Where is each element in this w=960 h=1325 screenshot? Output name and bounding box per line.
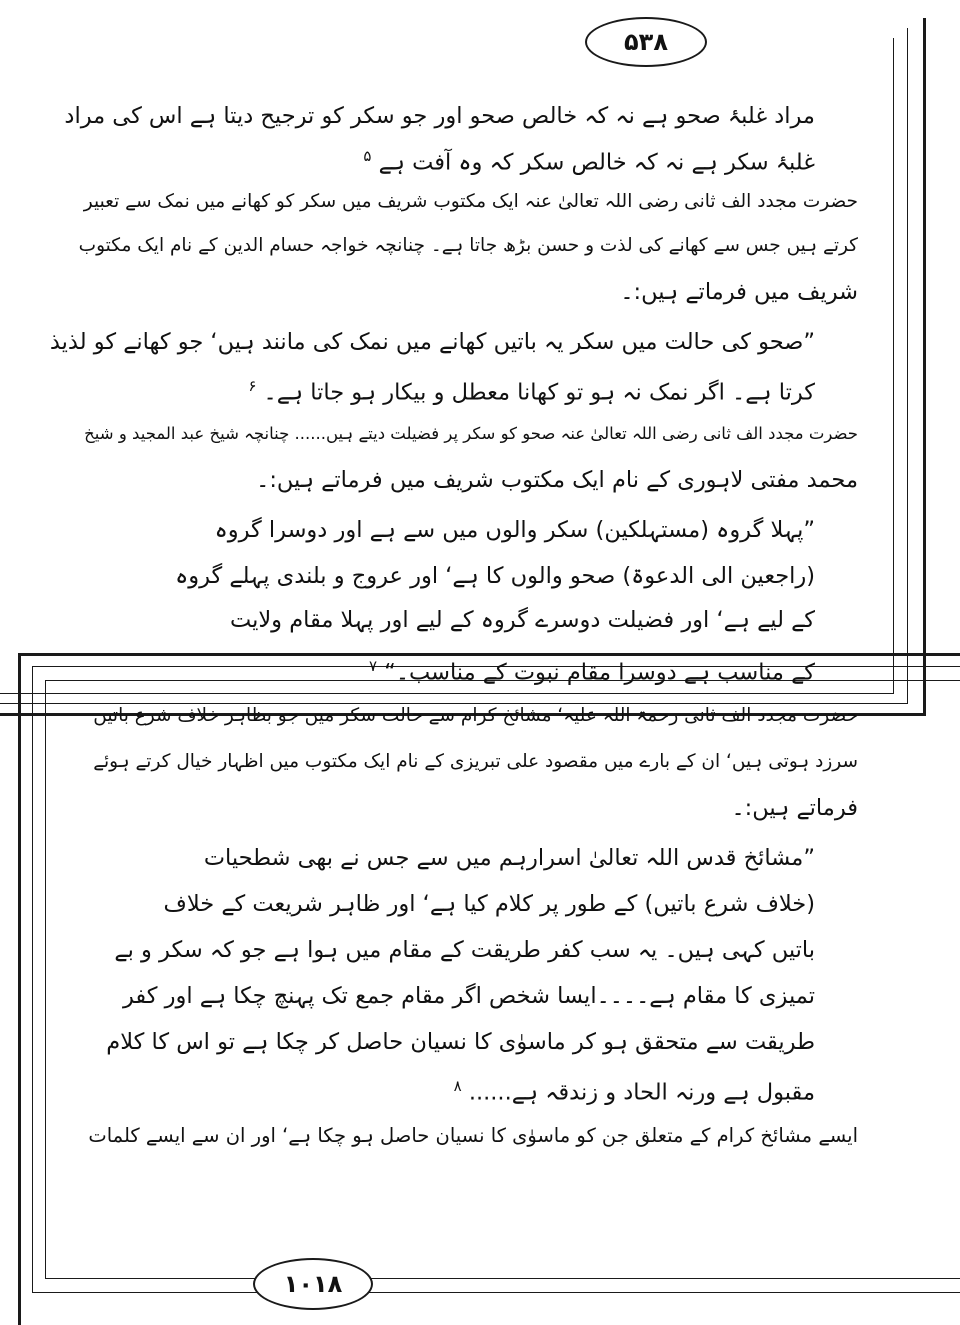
text-line: ایسے مشائخ کرام کے متعلق جن کو ماسوٰی کا نسیان حاصل ہو چکا ہے‘ اور ان سے ایسے کلمات [88, 1124, 858, 1147]
text-line: سرزد ہوتی ہیں‘ ان کے بارے میں مقصود علی تبریزی کے نام ایک مکتوب میں اظہار خیال کرتے ہوئے [93, 751, 858, 772]
text-line: فرماتے ہیں:۔ [731, 795, 858, 821]
text-line [248, 366, 815, 406]
text-line: (راجعین الی الدعوۃ) صحو والوں کا ہے‘ اور عروج و بلندی پہلے گروہ [175, 563, 815, 589]
text-line: ”صحو کی حالت میں سکر یہ باتیں کھانے میں نمک کی مانند ہیں‘ جو کھانے کو لذیذ [49, 329, 815, 355]
text-line: باتیں کہی ہیں۔ یہ سب کفر طریقت کے مقام میں ہوا ہے جو کہ سکر و بے [114, 937, 815, 963]
text-line: مراد غلبۂ صحو ہے نہ کہ خالص صحو اور جو سکر کو ترجیح دیتا ہے اس کی مراد [64, 103, 815, 129]
text-line: حضرت مجدد الف ثانی رضی اللہ تعالیٰ عنہ صحو کو سکر پر فضیلت دیتے ہیں...... چنانچہ شیخ عبد المجید و شیخ [84, 424, 858, 443]
footnote-marker: ۶ [248, 377, 257, 395]
text-line: شریف میں فرماتے ہیں:۔ [620, 279, 858, 305]
footnote-marker: ۸ [453, 1077, 462, 1095]
text-line-content: کرتا ہے۔ اگر نمک نہ ہو تو کھانا معطل و بیکار ہو جاتا ہے۔ [263, 379, 815, 406]
text-line: (خلاف شرع باتیں) کے طور پر کلام کیا ہے‘ اور ظاہر شریعت کے خلاف [163, 891, 815, 917]
text-line: طریقت سے متحقق ہو کر ماسوٰی کا نسیان حاصل کر چکا ہے تو اس کا کلام [106, 1029, 815, 1055]
text-line: حضرت مجدد الف ثانی رضی اللہ تعالیٰ عنہ ایک مکتوب شریف میں سکر کو کھانے میں نمک سے تعبیر [83, 191, 858, 212]
text-line: کے لیے ہے‘ اور فضیلت دوسرے گروہ کے لیے اور پہلا مقام ولایت [229, 607, 815, 633]
text-line-content: مقبول ہے ورنہ الحاد و زندقہ ہے...... [468, 1079, 815, 1106]
text-line: ”پہلا گروہ (مستہلکین) سکر والوں میں سے ہے اور دوسرا گروہ [214, 517, 815, 543]
text-line-content: کے مناسب ہے دوسرا مقام نبوت کے مناسب۔“ [384, 659, 815, 686]
text-line: حضرت مجدد الف ثانی رحمۃ اللہ علیہ‘ مشائخ کرام سے حالت سکر میں جو بظاہر خلاف شرع باتیں [93, 705, 858, 726]
text-line-content: غلبۂ سکر ہے نہ کہ خالص سکر کہ وہ آفت ہے [378, 149, 815, 176]
page-number-top: ۵۳۸ [585, 17, 707, 67]
text-line: محمد مفتی لاہوری کے نام ایک مکتوب شریف میں فرماتے ہیں:۔ [256, 467, 858, 493]
text-line [454, 1066, 815, 1106]
text-line [363, 136, 815, 176]
text-line: ”مشائخ قدس اللہ تعالیٰ اسرارہم میں سے جس نے بھی شطحیات [203, 845, 815, 871]
text-line: تمیزی کا مقام ہے۔۔۔۔ایسا شخص اگر مقام جمع تک پہنچ چکا ہے اور کفر [122, 983, 815, 1009]
text-line [369, 646, 815, 686]
footnote-marker: ۵ [363, 147, 372, 165]
footnote-marker: ۷ [368, 657, 377, 675]
page-number-bottom: ۱۰۱۸ [253, 1258, 373, 1310]
text-line: کرتے ہیں جس سے کھانے کی لذت و حسن بڑھ جاتا ہے۔ چنانچہ خواجہ حسام الدین کے نام ایک مکتوب [78, 235, 858, 256]
